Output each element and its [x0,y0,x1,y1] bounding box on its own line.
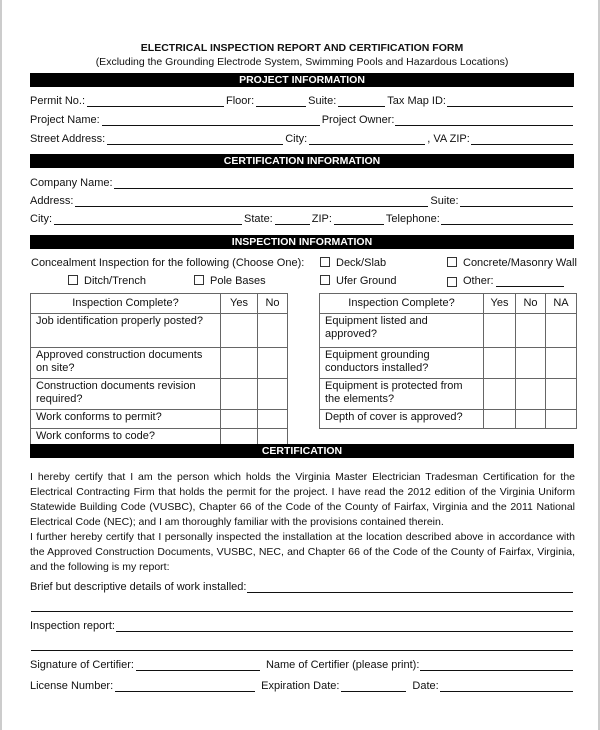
brief-field-line-2[interactable] [31,601,573,612]
permit-label: Permit No.: [30,95,86,107]
telephone-field[interactable] [441,214,573,225]
cert-city-field[interactable] [54,214,242,225]
project-name-field[interactable] [102,115,320,126]
right-inspection-table: Inspection Complete? Yes No NA Equipment listed and approved? Equipment grounding conductors installed? Equipment is protected from the elements? Depth of cover is approved? [319,293,577,429]
option-concrete-wall[interactable]: Concrete/Masonry Wall [447,257,577,269]
signature-field[interactable] [136,660,260,671]
street-label: Street Address: [30,133,106,145]
table-row: Approved construction documents on site? [31,348,221,379]
table-row: Work conforms to permit? [31,410,221,429]
zip-field[interactable] [471,134,573,145]
signature-label: Signature of Certifier: [30,659,134,671]
certifier-name-label: Name of Certifier (please print): [265,659,420,671]
cert-city-label: City: [30,213,52,225]
certifier-name-field[interactable] [420,660,573,671]
suite-label: Suite: [308,95,337,107]
cert-suite-field[interactable] [460,196,573,207]
table-row: Job identification properly posted? [31,314,221,348]
checkbox[interactable] [320,257,330,267]
brief-label: Brief but descriptive details of work installed: [30,581,247,593]
address-field[interactable] [75,196,428,207]
brief-field[interactable] [247,582,573,593]
expiration-label: Expiration Date: [261,680,340,692]
checkbox[interactable] [68,275,78,285]
cert-zip-label: ZIP: [311,213,332,225]
form-subtitle: (Excluding the Grounding Electrode System, Swimming Pools and Hazardous Locations) [95,56,509,68]
city-label: City: [285,133,308,145]
form-title: ELECTRICAL INSPECTION REPORT AND CERTIFICATION FORM [140,42,464,54]
report-label: Inspection report: [30,620,115,632]
table-row: Work conforms to code? [31,429,221,448]
project-information-header: PROJECT INFORMATION [30,73,574,87]
concealment-label: Concealment Inspection for the following (Choose One): [31,257,305,269]
checkbox[interactable] [194,275,204,285]
table-row: Equipment listed and approved? [320,314,484,348]
expiration-field[interactable] [341,681,406,692]
certification-header: CERTIFICATION [30,444,574,458]
checkbox[interactable] [447,257,457,267]
date-field[interactable] [440,681,573,692]
license-field[interactable] [115,681,255,692]
date-label: Date: [412,680,439,692]
other-field[interactable] [496,276,564,287]
permit-field[interactable] [87,96,224,107]
inspection-information-header: INSPECTION INFORMATION [30,235,574,249]
telephone-label: Telephone: [385,213,440,225]
state-field[interactable] [275,214,310,225]
cert-zip-field[interactable] [334,214,384,225]
table-row: Equipment is protected from the elements? [320,379,484,410]
option-pole-bases[interactable]: Pole Bases [194,275,266,287]
certification-information-header: CERTIFICATION INFORMATION [30,154,574,168]
checkbox[interactable] [447,277,457,287]
option-ditch-trench[interactable]: Ditch/Trench [68,275,146,287]
checkbox[interactable] [320,275,330,285]
project-name-label: Project Name: [30,114,100,126]
company-field[interactable] [114,178,573,189]
certification-paragraph-1: I hereby certify that I am the person which holds the Virginia Master Electrician Tradesman Certification for the Electrical Contracting Firm that holds the permit for the project. I have read the 2012 edition of the Virginia Uniform Statewide Building Code (VUSBC), Chapter 66 of the Code of the County of Fairfax, Virginia and the 2011 National Electrical Code (NEC); and I am thoroughly familiar with the provisions contained therein. [30,471,575,528]
city-field[interactable] [309,134,425,145]
option-ufer-ground[interactable]: Ufer Ground [320,275,397,287]
floor-label: Floor: [226,95,255,107]
taxmap-field[interactable] [447,96,573,107]
project-owner-label: Project Owner: [321,114,395,126]
zip-label: , VA ZIP: [427,133,470,145]
address-label: Address: [30,195,74,207]
table-row: Equipment grounding conductors installed? [320,348,484,379]
street-field[interactable] [107,134,283,145]
suite-field[interactable] [338,96,385,107]
certification-paragraph-2: I further hereby certify that I personally inspected the installation at the location described above in accordance with the Approved Construction Documents, VUSBC, NEC, and Chapter 66 of the Code of the County of Fairfax, Virginia, and the following is my report: [30,531,575,573]
report-field-line-2[interactable] [31,640,573,651]
state-label: State: [244,213,273,225]
company-label: Company Name: [30,177,113,189]
project-owner-field[interactable] [395,115,573,126]
table-row: Construction documents revision required? [31,379,221,410]
option-deck-slab[interactable]: Deck/Slab [320,257,386,269]
table-row: Depth of cover is approved? [320,410,484,429]
left-inspection-table: Inspection Complete? Yes No Job identification properly posted? Approved construction documents on site? Construction documents revision required? Work conforms to permit? Work conforms to code? [30,293,288,448]
cert-suite-label: Suite: [430,195,459,207]
license-label: License Number: [30,680,114,692]
taxmap-label: Tax Map ID: [387,95,446,107]
floor-field[interactable] [256,96,306,107]
report-field[interactable] [116,621,573,632]
option-other[interactable]: Other: [447,275,566,287]
